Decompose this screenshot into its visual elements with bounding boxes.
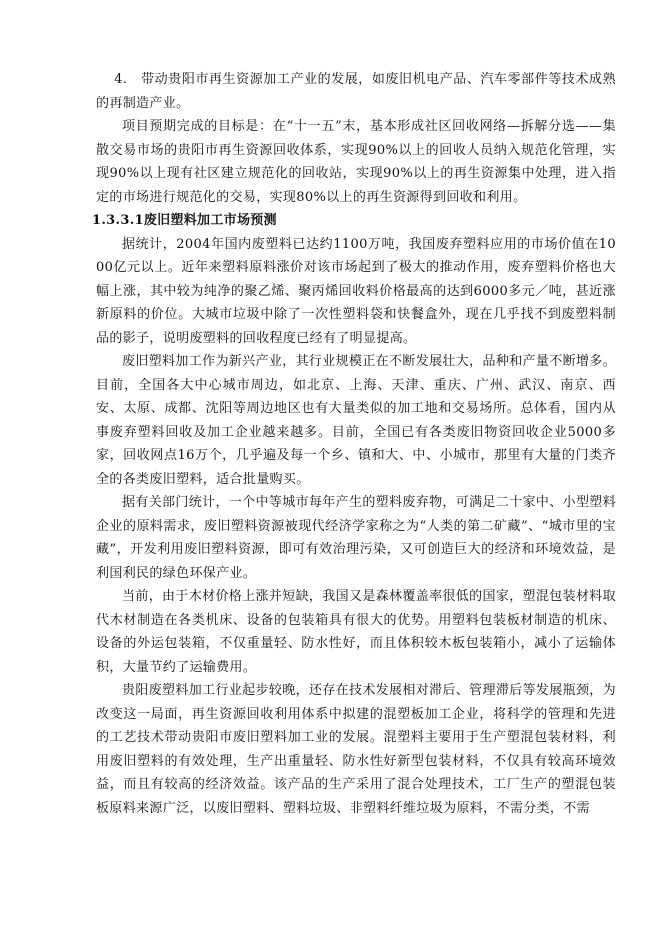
packaging-paragraph: 当前，由于木材价格上涨并短缺，我国又是森林覆盖率很低的国家，塑混包装材料取代木材制造在各类机床、设备的包装箱具有很大的优势。用塑料包装板材制造的机床、设备的外运包装箱，不仅重量轻、防水性好，而且体积较木板包装箱小，减小了运输体积，大量节约了运输费用。 bbox=[96, 589, 616, 675]
statistics-paragraph: 据统计，2004年国内废塑料已达约1100万吨，我国废弃塑料应用的市场价值在1000亿元以上。近年来塑料原料涨价对该市场起到了极大的推动作用，废弃塑料价格也大幅上涨，其中较为纯净的聚乙烯、聚丙烯回收料价格最高的达到6000多元／吨，甚近涨新原料的价位。大城市垃圾中除了一次性塑料袋和快餐盒外，现在几乎找不到废塑料制品的影子，说明废塑料的回收程度已经有了明显提高。 bbox=[96, 236, 616, 346]
section-heading: 1.3.3.1废旧塑料加工市场预测 bbox=[92, 213, 277, 228]
document-page bbox=[92, 68, 616, 820]
guiyang-industry-paragraph: 贵阳废塑料加工行业起步较晚，还存在技术发展相对滞后、管理滞后等发展瓶颈，为改变这一局面，再生资源回收利用体系中拟建的混塑板加工企业，将科学的管理和先进的工艺技术带动贵阳市废旧塑料加工业的发展。混塑料主要用于生产塑混包装材料，利用废旧塑料的有效处理，生产出重量轻、防水性好新型包装材料，不仅具有较高环境效益，而且有较高的经济效益。该产品的生产采用了混合处理技术，工厂生产的塑混包装板原料来源广泛，以废旧塑料、塑料垃圾、非塑料纤维垃圾为原料，不需分类，不需 bbox=[96, 683, 616, 816]
list-item-4: 4. 带动贵阳市再生资源加工产业的发展，如废旧机电产品、汽车零部件等技术成熟的再制造产业。 bbox=[96, 72, 616, 111]
project-goals-paragraph: 项目预期完成的目标是：在“十一五”末，基本形成社区回收网络—拆解分选——集散交易市场的贵阳市再生资源回收体系，实现90%以上的回收人员纳入规范化管理，实现90%以上现有社区建立规范化的回收站，实现90%以上的再生资源集中处理，进入指定的市场进行规范化的交易，实现80%以上的再生资源得到回收和利用。 bbox=[96, 119, 616, 205]
industry-scale-paragraph: 废旧塑料加工作为新兴产业，其行业规模正在不断发展壮大，品种和产量不断增多。目前，全国各大中心城市周边，如北京、上海、天津、重庆、广州、武汉、南京、西安、太原、成都、沈阳等周边地区也有大量类似的加工地和交易场所。总体看，国内从事废弃塑料回收及加工企业越来越多。目前，全国已有各类废旧物资回收企业5000多家，回收网点16万个，几乎遍及每一个乡、镇和大、中、小城市，那里有大量的门类齐全的各类废旧塑料，适合批量购买。 bbox=[96, 354, 616, 487]
resource-value-paragraph: 据有关部门统计，一个中等城市每年产生的塑料废弃物，可满足二十家中、小型塑料企业的原料需求，废旧塑料资源被现代经济学家称之为“人类的第二矿藏”、“城市里的宝藏”，开发利用废旧塑料资源，即可有效治理污染，又可创造巨大的经济和环境效益，是利国利民的绿色环保产业。 bbox=[96, 495, 616, 581]
